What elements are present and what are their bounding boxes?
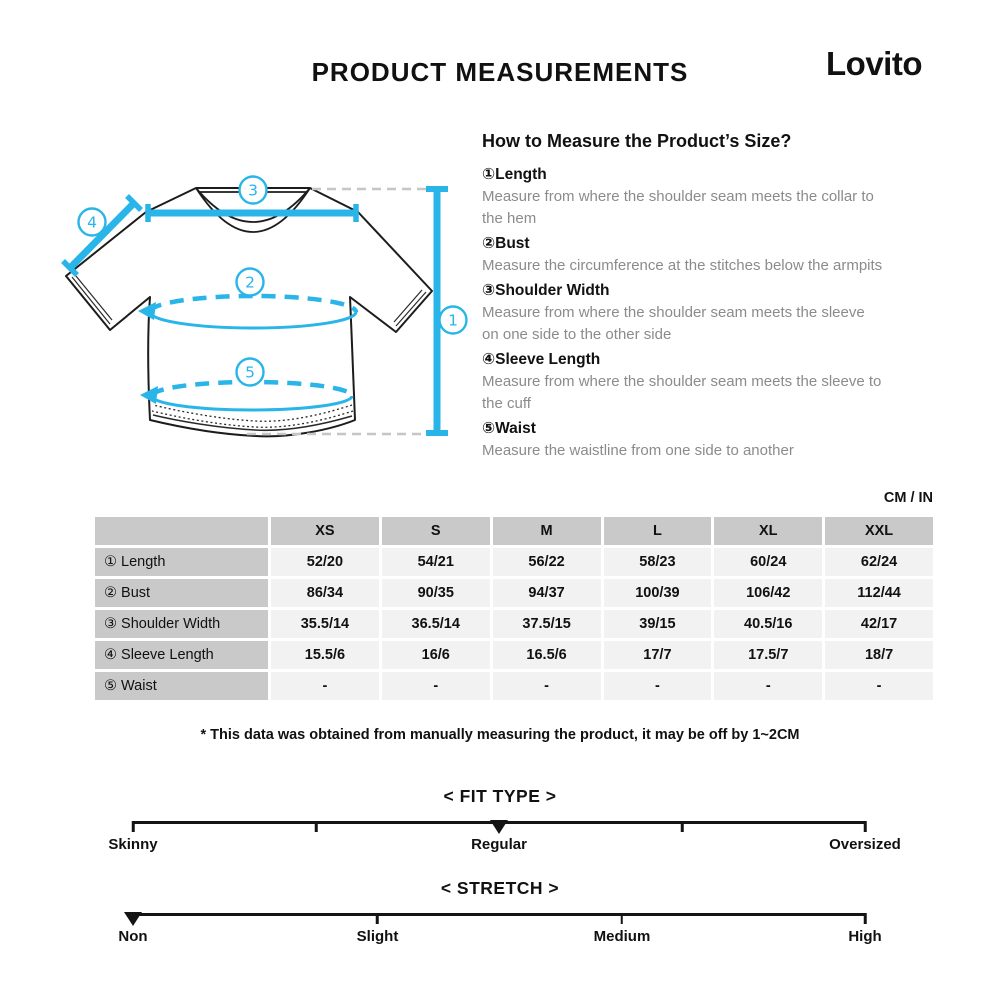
- size-cell: 40.5/16: [714, 610, 822, 638]
- stretch-marker-icon: [124, 912, 142, 926]
- measure-item-shoulder-width: [482, 279, 940, 346]
- size-cell: 90/35: [382, 579, 490, 607]
- item-number: ④: [482, 351, 496, 368]
- size-cell: 16/6: [382, 641, 490, 669]
- measure-item-length: [482, 163, 940, 230]
- fit-type-title: < FIT TYPE >: [443, 786, 557, 806]
- tshirt-outline: [66, 188, 432, 436]
- size-column-header: M: [493, 517, 601, 545]
- marker-1: 1: [448, 311, 458, 330]
- measure-item-sleeve-length: [482, 348, 940, 415]
- scale-tick: [864, 821, 867, 832]
- item-label: Waist: [495, 420, 536, 437]
- size-column-header: XXL: [825, 517, 933, 545]
- size-cell: -: [604, 672, 712, 700]
- item-label: Shoulder Width: [495, 282, 610, 299]
- size-cell: 36.5/14: [382, 610, 490, 638]
- how-to-measure-section: [482, 131, 940, 464]
- size-cell: -: [271, 672, 379, 700]
- fit-type-label-regular: Regular: [471, 836, 527, 853]
- size-table: [95, 517, 933, 700]
- size-cell: 18/7: [825, 641, 933, 669]
- marker-4: 4: [87, 213, 97, 232]
- brand-logo: Lovito: [826, 45, 922, 82]
- fit-type-scale: [108, 821, 901, 869]
- how-to-measure-title: How to Measure the Product’s Size?: [482, 131, 792, 151]
- item-description: on one side to the other side: [482, 326, 672, 343]
- measure-item-waist: [482, 417, 940, 462]
- marker-3: 3: [248, 181, 258, 200]
- size-cell: -: [382, 672, 490, 700]
- table-corner-cell: [95, 517, 268, 545]
- row-label-waist: ⑤ Waist: [95, 672, 268, 700]
- item-description: the hem: [482, 210, 537, 227]
- size-cell: 106/42: [714, 579, 822, 607]
- size-cell: 62/24: [825, 548, 933, 576]
- row-label-length: ① Length: [95, 548, 268, 576]
- item-description: Measure the waistline from one side to another: [482, 442, 794, 459]
- item-number: ③: [482, 282, 496, 299]
- scale-tick: [315, 821, 318, 832]
- stretch-label-high: High: [848, 928, 882, 945]
- size-cell: 52/20: [271, 548, 379, 576]
- size-cell: 17/7: [604, 641, 712, 669]
- item-number: ⑤: [482, 420, 496, 437]
- size-column-header: XS: [271, 517, 379, 545]
- tshirt-measurement-diagram: [50, 158, 470, 458]
- stretch-label-medium: Medium: [593, 928, 651, 945]
- scale-tick: [376, 913, 379, 924]
- size-cell: 86/34: [271, 579, 379, 607]
- item-description: Measure from where the shoulder seam meets the sleeve to: [482, 373, 882, 390]
- measure-item-bust: [482, 232, 940, 277]
- scale-tick: [681, 821, 684, 832]
- item-description: the cuff: [482, 395, 531, 412]
- size-cell: 60/24: [714, 548, 822, 576]
- stretch-scale: [118, 913, 882, 961]
- scale-tick: [132, 821, 135, 832]
- fit-type-marker-icon: [490, 820, 508, 834]
- item-label: Bust: [495, 235, 530, 252]
- item-number: ①: [482, 166, 496, 183]
- marker-2: 2: [245, 273, 255, 292]
- fit-type-track: [133, 821, 865, 824]
- item-label: Sleeve Length: [495, 351, 601, 368]
- row-label-shoulder-width: ③ Shoulder Width: [95, 610, 268, 638]
- disclaimer-note: * This data was obtained from manually measuring the product, it may be off by 1~2CM: [200, 727, 800, 743]
- size-cell: 112/44: [825, 579, 933, 607]
- stretch-label-non: Non: [118, 928, 148, 945]
- row-label-bust: ② Bust: [95, 579, 268, 607]
- scale-tick: [864, 913, 867, 924]
- size-cell: -: [493, 672, 601, 700]
- size-cell: 16.5/6: [493, 641, 601, 669]
- size-column-header: L: [604, 517, 712, 545]
- size-cell: 42/17: [825, 610, 933, 638]
- size-column-header: S: [382, 517, 490, 545]
- fit-type-label-skinny: Skinny: [108, 836, 158, 853]
- size-cell: 100/39: [604, 579, 712, 607]
- stretch-label-slight: Slight: [356, 928, 399, 945]
- size-cell: 94/37: [493, 579, 601, 607]
- unit-label: CM / IN: [883, 490, 933, 506]
- item-number: ②: [482, 235, 496, 252]
- size-cell: 58/23: [604, 548, 712, 576]
- item-label: Length: [495, 166, 547, 183]
- size-cell: 35.5/14: [271, 610, 379, 638]
- page-title: PRODUCT MEASUREMENTS: [311, 57, 689, 87]
- size-cell: 17.5/7: [714, 641, 822, 669]
- size-cell: 37.5/15: [493, 610, 601, 638]
- size-cell: 39/15: [604, 610, 712, 638]
- size-cell: -: [825, 672, 933, 700]
- size-cell: 15.5/6: [271, 641, 379, 669]
- row-label-sleeve-length: ④ Sleeve Length: [95, 641, 268, 669]
- stretch-title: < STRETCH >: [440, 878, 560, 898]
- size-cell: -: [714, 672, 822, 700]
- marker-5: 5: [245, 363, 255, 382]
- item-description: Measure from where the shoulder seam meets the sleeve: [482, 304, 865, 321]
- size-cell: 54/21: [382, 548, 490, 576]
- item-description: Measure from where the shoulder seam meets the collar to: [482, 188, 874, 205]
- fit-type-label-oversized: Oversized: [829, 836, 901, 853]
- item-description: Measure the circumference at the stitches below the armpits: [482, 257, 883, 274]
- size-column-header: XL: [714, 517, 822, 545]
- scale-tick: [621, 913, 624, 924]
- size-cell: 56/22: [493, 548, 601, 576]
- stretch-track: [133, 913, 865, 916]
